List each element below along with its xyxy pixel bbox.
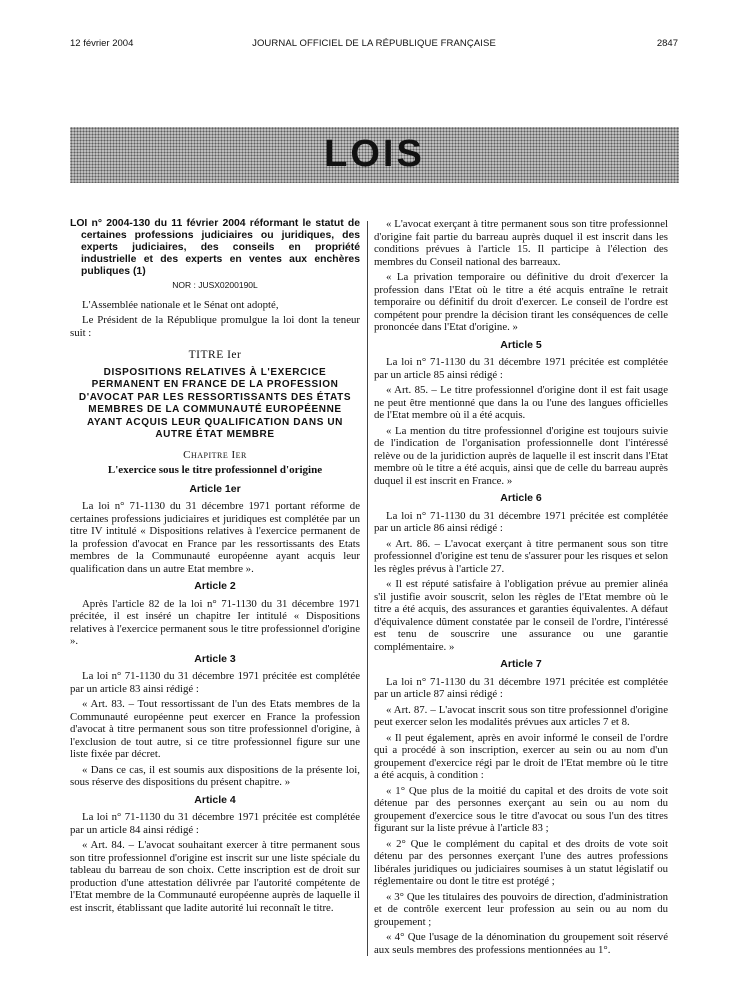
article-heading: Article 3: [194, 652, 236, 665]
article-paragraph: La loi n° 71-1130 du 31 décembre 1971 précitée est complétée par un article 86 ainsi rédigé :: [374, 509, 668, 534]
article-paragraph: La loi n° 71-1130 du 31 décembre 1971 précitée est complétée par un article 85 ainsi rédigé :: [374, 356, 668, 381]
article-paragraph: « La privation temporaire ou définitive du droit d'exercer la profession dans l'Etat où le titre a été acquis entraîne le retrait temporaire ou définitif du droit d'exercer. Le conseil de l'ordre est compétent pour prendre la décision tirant les conséquences de celle prononcée dans l'Etat d'origine. »: [374, 271, 668, 333]
intro-paragraph: L'Assemblée nationale et le Sénat ont adopté,: [82, 298, 279, 311]
article-paragraph: « 3° Que les titulaires des pouvoirs de direction, d'administration et de contrôle exercent leur profession au sein ou au nom du groupement ;: [374, 890, 668, 928]
article-paragraph: « 2° Que le complément du capital et des droits de vote soit détenu par des personnes exerçant l'une des autres professions libérales juridiques ou judiciaires soumises à un statut législatif ou réglementaire ou dont le titre est protégé ;: [374, 837, 668, 887]
article-paragraph: « Art. 85. – Le titre professionnel d'origine dont il est fait usage ne peut être mentionné que dans la ou l'une des langues officielles de l'Etat membre où il a été acquis.: [374, 384, 668, 421]
article-paragraph: La loi n° 71-1130 du 31 décembre 1971 précitée est complétée par un article 87 ainsi rédigé :: [374, 675, 668, 700]
header-page-number: 2847: [656, 38, 678, 49]
article-paragraph: « Il est réputé satisfaire à l'obligation prévue au premier alinéa s'il justifie avoir souscrit, selon les règles de l'Etat membre où le titre a été acquis, des assurances et garanties équivalentes. A défaut d'équivalence dûment constatée par le conseil de l'ordre, l'intéressé est tenu de souscrire une assurance ou une garantie complémentaire. »: [374, 578, 668, 653]
article-paragraph: « 4° Que l'usage de la dénomination du groupement soit réservé aux seuls membres des professions mentionnées au 1°.: [374, 931, 668, 956]
running-header: [70, 38, 678, 54]
nor-reference: NOR : JUSX0200190L: [172, 280, 258, 290]
article-paragraph: « Dans ce cas, il est soumis aux dispositions de la présente loi, sous réserve des dispositions du présent chapitre. »: [70, 763, 360, 788]
article-paragraph: « Il peut également, après en avoir informé le conseil de l'ordre qui a procédé à son inscription, exercer au sein ou au nom d'un groupement d'exercice régi par le droit de l'Etat membre où le titre a été acquis, à condition :: [374, 731, 668, 781]
article-heading: Article 2: [194, 580, 236, 592]
header-journal-title: JOURNAL OFFICIEL DE LA RÉPUBLIQUE FRANÇAISE: [252, 38, 496, 49]
article-heading: Article 5: [500, 338, 542, 351]
article-paragraph: « Art. 84. – L'avocat souhaitant exercer à titre permanent sous son titre professionnel d'origine est inscrit sur une liste spéciale du tableau du barreau de son choix. Cette inscription est de droit sur production d'une attestation délivrée par l'autorité compétente de l'Etat membre de la Communauté européenne auprès de laquelle il est inscrit, établissant que ladite autorité lui reconnaît le titre.: [70, 839, 360, 914]
titre-subject-heading: DISPOSITIONS RELATIVES À L'EXERCICE PERMANENT EN FRANCE DE LA PROFESSION D'AVOCAT PAR LES RESSORTISSANTS DES ÉTATS MEMBRES DE LA COMMUNAUTÉ EUROPÉENNE AYANT ACQUIS LEUR QUALIFICATION DANS UN AUTRE ÉTAT MEMBRE: [78, 366, 352, 440]
article-paragraph: « 1° Que plus de la moitié du capital et des droits de vote soit détenue par des personnes exerçant au sein ou au nom du groupement d'exercice sous le titre d'avocat ou sous l'un des titres figurant sur la liste prévue à l'article 83 ;: [374, 784, 668, 834]
lois-banner: [70, 127, 679, 183]
chapter-title: L'exercice sous le titre professionnel d'origine: [107, 464, 323, 476]
left-column: [70, 218, 360, 917]
article-paragraph: « L'avocat exerçant à titre permanent sous son titre professionnel d'origine fait partie du barreau auprès duquel il est inscrit dans les conditions prévues à l'article 15. Il participe à l'élection des membres du Conseil national des barreaux.: [374, 218, 668, 268]
article-heading: Article 4: [194, 793, 236, 806]
chapter-heading: Chapitre Ier: [183, 448, 247, 461]
article-heading: Article 1er: [189, 482, 241, 495]
article-paragraph: « Art. 87. – L'avocat inscrit sous son titre professionnel d'origine peut exercer selon les modalités prévues aux articles 7 et 8.: [374, 703, 668, 728]
article-paragraph: La loi n° 71-1130 du 31 décembre 1971 précitée est complétée par un article 84 ainsi rédigé :: [70, 811, 360, 836]
article-paragraph: « La mention du titre professionnel d'origine est toujours suivie de l'indication de l'organisation professionnelle dont l'intéressé relève ou de la juridiction auprès de laquelle il est inscrit dans l'Etat membre où le titre a été acquis, ainsi que de celle du barreau auprès duquel il est inscrit en France. »: [374, 424, 668, 487]
article-heading: Article 7: [500, 658, 542, 670]
header-date: 12 février 2004: [70, 38, 134, 49]
titre-heading: TITRE Ier: [188, 349, 242, 361]
article-paragraph: La loi n° 71-1130 du 31 décembre 1971 portant réforme de certaines professions judiciaires et juridiques est complétée par un titre IV intitulé « Dispositions relatives à l'exercice permanent de la profession d'avocat en France par les ressortissants des Etats membres de la Communauté européenne ayant acquis leur qualification dans un autre Etat membre ».: [70, 500, 360, 575]
article-paragraph: « Art. 86. – L'avocat exerçant à titre permanent sous son titre professionnel d'origine est tenu de s'assurer pour les risques et selon les règles prévus à l'article 27.: [374, 537, 668, 575]
right-column: [374, 218, 668, 959]
intro-paragraph: Le Président de la République promulgue la loi dont la teneur suit :: [70, 314, 360, 339]
article-paragraph: « Art. 83. – Tout ressortissant de l'un des Etats membres de la Communauté européenne peut exercer en France la profession d'avocat à titre permanent sous son titre professionnel d'origine, à l'exclusion de tout autre, si ce titre professionnel figure sur une liste fixée par décret.: [70, 698, 360, 760]
article-paragraph: La loi n° 71-1130 du 31 décembre 1971 précitée est complétée par un article 83 ainsi rédigé :: [70, 670, 360, 695]
column-divider: [367, 221, 368, 956]
article-paragraph: Après l'article 82 de la loi n° 71-1130 du 31 décembre 1971 précitée, il est inséré un chapitre Ier intitulé « Dispositions relatives à l'exercice permanent sous le titre professionnel d'origine ».: [70, 597, 360, 647]
article-heading: Article 6: [500, 492, 542, 504]
law-title: LOI n° 2004-130 du 11 février 2004 réformant le statut de certaines professions judiciaires ou juridiques, des experts judiciaires, des conseils en propriété industrielle et des experts en ventes aux enchères publiques (1): [70, 218, 360, 277]
banner-title: LOIS: [324, 133, 425, 175]
